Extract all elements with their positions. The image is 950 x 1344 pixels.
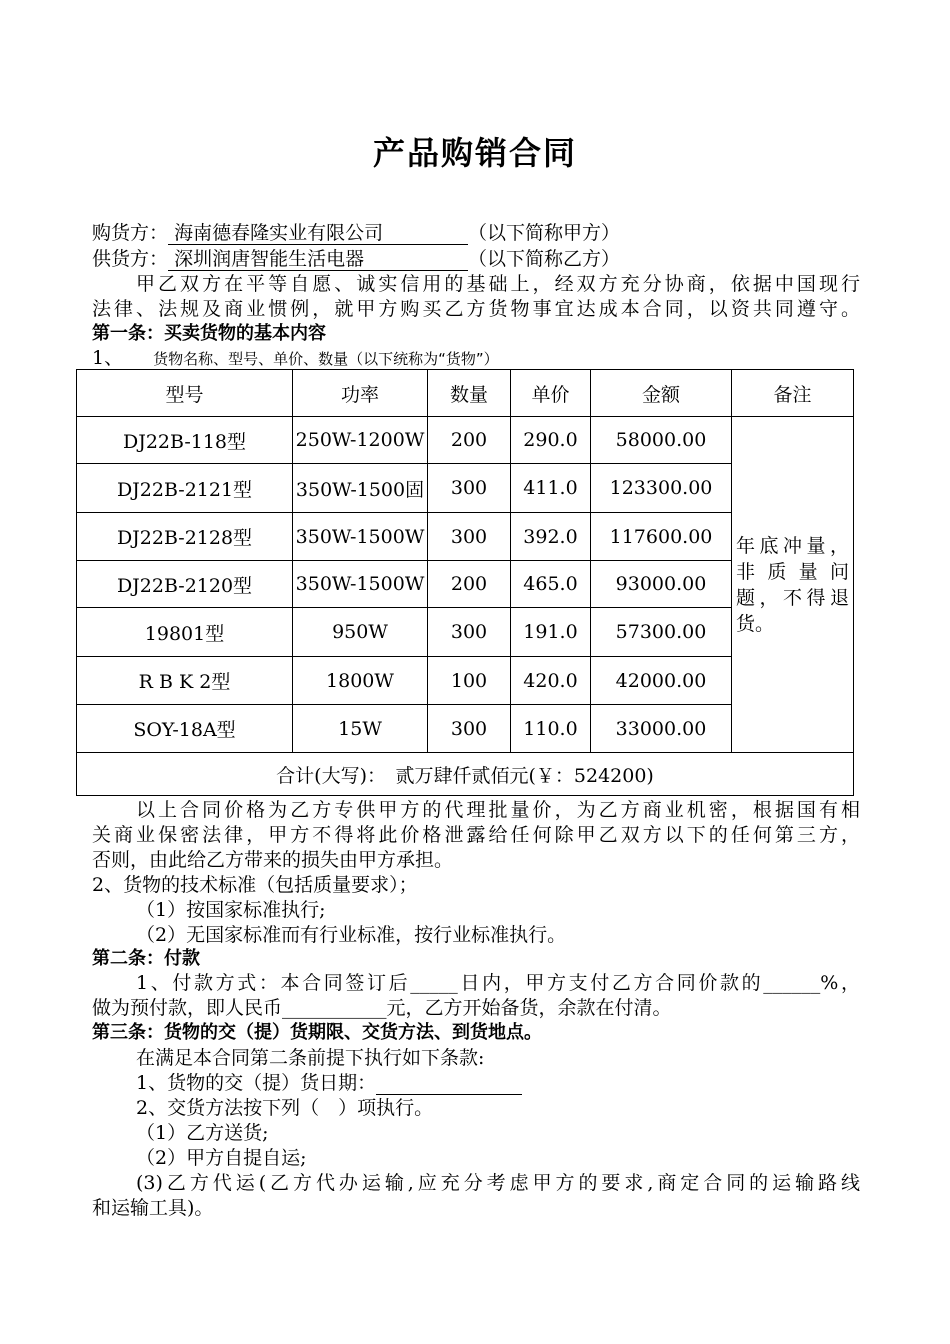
article3-intro: 在满足本合同第二条前提下执行如下条款: [136, 1047, 485, 1069]
cell-unit-price: 290.0 [511, 417, 591, 464]
cell-amount: 93000.00 [591, 561, 732, 608]
delivery-date-line [136, 1070, 522, 1096]
cell-unit-price: 420.0 [511, 657, 591, 705]
cell-unit-price: 465.0 [511, 561, 591, 608]
page-title: 产品购销合同 [372, 134, 577, 172]
cell-unit-price: 110.0 [511, 705, 591, 753]
cell-amount: 57300.00 [591, 608, 732, 657]
article1-heading: 第一条：买卖货物的基本内容 [92, 323, 326, 344]
cell-power: 15W [293, 705, 428, 753]
cell-unit-price: 392.0 [511, 513, 591, 561]
delivery-option-3-line-2: 和运输工具)。 [92, 1197, 214, 1219]
cell-quantity: 300 [428, 464, 511, 513]
intro-line-1: 甲乙双方在平等自愿、诚实信用的基础上，经双方充分协商，依据中国现行 [136, 273, 860, 295]
cell-quantity: 200 [428, 561, 511, 608]
cell-quantity: 300 [428, 705, 511, 753]
header-unit-price: 单价 [511, 370, 591, 417]
cell-power: 950W [293, 608, 428, 657]
total-amount: 合计(大写)： 贰万肆仟贰佰元(￥：524200) [77, 753, 854, 796]
seller-label: 供货方： [92, 248, 169, 270]
cell-model: R B K 2型 [77, 657, 293, 705]
cell-amount: 123300.00 [591, 464, 732, 513]
payment-line-1: 1、付款方式：本合同签订后_____日内，甲方支付乙方合同价款的______%， [136, 972, 860, 994]
cell-model: DJ22B-2121型 [77, 464, 293, 513]
cell-amount: 117600.00 [591, 513, 732, 561]
cell-amount: 33000.00 [591, 705, 732, 753]
header-remark: 备注 [732, 370, 854, 417]
table-row [77, 417, 854, 464]
delivery-date-label: 1、货物的交（提）货日期： [136, 1072, 377, 1094]
buyer-line [92, 220, 620, 246]
payment-line-2: 做为预付款，即人民币___________元，乙方开始备货，余款在付清。 [92, 997, 672, 1019]
cell-power: 350W-1500W [293, 513, 428, 561]
cell-amount: 42000.00 [591, 657, 732, 705]
price-para-line-2: 关商业保密法律，甲方不得将此价格泄露给任何除甲乙双方以下的任何第三方， [92, 824, 860, 846]
cell-model: DJ22B-118型 [77, 417, 293, 464]
article2-heading: 第二条：付款 [92, 948, 200, 969]
remark-cell: 年底冲量，非质量问题，不得退货。 [732, 417, 854, 753]
seller-name: 深圳润唐智能生活电器 [168, 248, 468, 271]
cell-quantity: 100 [428, 657, 511, 705]
cell-amount: 58000.00 [591, 417, 732, 464]
table-header-row [77, 370, 854, 417]
cell-quantity: 300 [428, 513, 511, 561]
delivery-option-2: （2）甲方自提自运; [136, 1147, 307, 1169]
buyer-label: 购货方： [92, 222, 169, 244]
buyer-note: （以下简称甲方） [468, 222, 621, 244]
article3-heading: 第三条：货物的交（提）货期限、交货方法、到货地点。 [92, 1022, 542, 1043]
price-para-line-1: 以上合同价格为乙方专供甲方的代理批量价，为乙方商业机密，根据国有相 [136, 799, 860, 821]
header-amount: 金额 [591, 370, 732, 417]
delivery-option-1: （1）乙方送货; [136, 1122, 269, 1144]
cell-quantity: 200 [428, 417, 511, 464]
item1-line [92, 345, 499, 372]
cell-power: 350W-1500W [293, 561, 428, 608]
header-quantity: 数量 [428, 370, 511, 417]
item2-a-line: （1）按国家标准执行; [136, 899, 326, 921]
item2-line: 2、货物的技术标准（包括质量要求）； [92, 874, 418, 896]
header-power: 功率 [293, 370, 428, 417]
delivery-option-3-line-1: (3)乙方代运(乙方代办运输,应充分考虑甲方的要求,商定合同的运输路线 [136, 1172, 860, 1194]
seller-note: （以下简称乙方） [468, 248, 621, 270]
cell-quantity: 300 [428, 608, 511, 657]
header-model: 型号 [77, 370, 293, 417]
goods-table [76, 369, 854, 796]
cell-model: SOY-18A型 [77, 705, 293, 753]
buyer-name: 海南德春隆实业有限公司 [168, 222, 468, 245]
cell-model: DJ22B-2128型 [77, 513, 293, 561]
delivery-date-blank [376, 1072, 522, 1095]
cell-model: DJ22B-2120型 [77, 561, 293, 608]
intro-line-2: 法律、法规及商业惯例，就甲方购买乙方货物事宜达成本合同，以资共同遵守。 [92, 298, 860, 320]
price-para-line-3: 否则，由此给乙方带来的损失由甲方承担。 [92, 849, 454, 871]
seller-line [92, 246, 620, 272]
cell-power: 250W-1200W [293, 417, 428, 464]
cell-unit-price: 191.0 [511, 608, 591, 657]
delivery-method-line: 2、交货方法按下列（ ）项执行。 [136, 1097, 434, 1119]
cell-power: 350W-1500固 [293, 464, 428, 513]
table-total-row [77, 753, 854, 796]
cell-power: 1800W [293, 657, 428, 705]
item2-b-line: （2）无国家标准而有行业标准，按行业标准执行。 [136, 924, 567, 946]
cell-model: 19801型 [77, 608, 293, 657]
item1-number: 1、 [92, 347, 124, 369]
cell-unit-price: 411.0 [511, 464, 591, 513]
item1-text: 货物名称、型号、单价、数量（以下统称为“货物”） [153, 350, 499, 368]
